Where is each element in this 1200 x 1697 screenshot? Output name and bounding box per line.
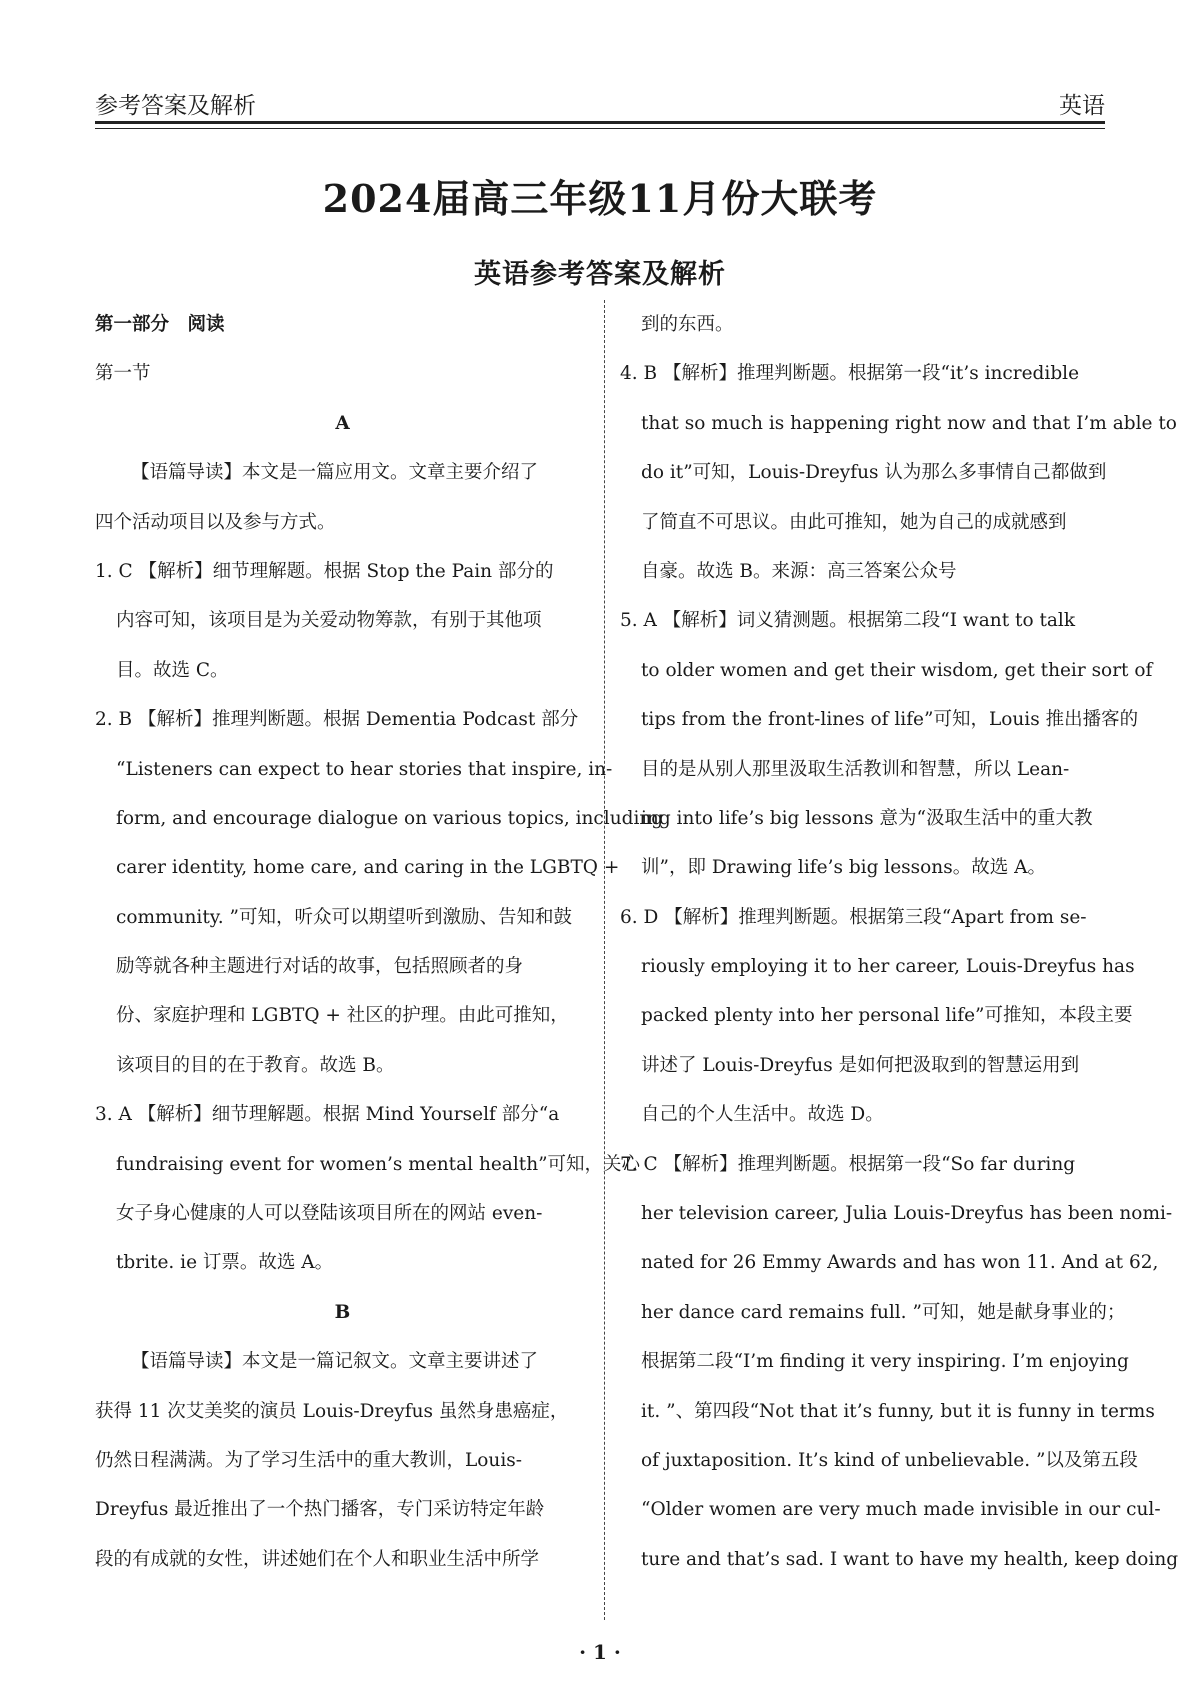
text-line: 训”，即 Drawing life’s big lessons。故选 A。 (641, 857, 1046, 879)
text-line: “Older women are very much made invisible in our cul- (641, 1499, 1161, 1521)
text-line: 【语篇导读】本文是一篇记叙文。文章主要讲述了 (131, 1351, 539, 1373)
text-line: 4. B 【解析】推理判断题。根据第一段“it’s incredible (620, 363, 1080, 385)
left-column (95, 300, 664, 1620)
text-line: ture and that’s sad. I want to have my health, keep doing (641, 1548, 1179, 1570)
header-rule-thick (95, 121, 1105, 124)
text-line: 2. B 【解析】推理判断题。根据 Dementia Podcast 部分 (95, 709, 579, 731)
text-line: tbrite. ie 订票。故选 A。 (116, 1252, 334, 1274)
text-line: 目。故选 C。 (116, 659, 229, 681)
exam-title: 2024届高三年级11月份大联考 (322, 176, 878, 221)
text-line: her television career, Julia Louis-Dreyfus has been nomi- (641, 1203, 1173, 1225)
right-column (620, 300, 1179, 1620)
text-line: 第一节 (95, 363, 151, 385)
text-line: 四个活动项目以及参与方式。 (95, 511, 336, 533)
text-line: 了简直不可思议。由此可推知，她为自己的成就感到 (641, 511, 1067, 533)
text-line: 7. C 【解析】推理判断题。根据第一段“So far during (620, 1153, 1076, 1175)
text-line: 励等就各种主题进行对话的故事，包括照顾者的身 (116, 956, 524, 978)
text-line: 3. A 【解析】细节理解题。根据 Mind Yourself 部分“a (95, 1104, 560, 1126)
text-line: 自豪。故选 B。来源：高三答案公众号 (641, 560, 957, 582)
text-line: 目的是从别人那里汲取生活教训和智慧，所以 Lean- (641, 758, 1070, 780)
text-line: A (335, 412, 350, 434)
text-line: 该项目的目的在于教育。故选 B。 (116, 1054, 395, 1076)
text-line: that so much is happening right now and that I’m able to (641, 412, 1177, 434)
text-line: her dance card remains full. ”可知，她是献身事业的； (641, 1301, 1126, 1323)
text-line: 到的东西。 (641, 314, 734, 335)
text-line: packed plenty into her personal life”可推知，本段主要 (641, 1005, 1133, 1027)
text-line: B (334, 1301, 351, 1323)
text-line: 女子身心健康的人可以登陆该项目所在的网站 even- (116, 1203, 543, 1225)
text-line: carer identity, home care, and caring in the LGBTQ + (116, 857, 620, 879)
text-line: “Listeners can expect to hear stories that inspire, in- (116, 758, 613, 780)
text-line: 5. A 【解析】词义猜测题。根据第二段“I want to talk (620, 610, 1076, 632)
text-line: do it”可知，Louis-Dreyfus 认为那么多事情自己都做到 (641, 462, 1107, 484)
header-subject-label: 英语 (1059, 93, 1105, 119)
text-line: 份、家庭护理和 LGBTQ + 社区的护理。由此可推知， (116, 1005, 569, 1027)
text-line: 仍然日程满满。为了学习生活中的重大教训，Louis- (95, 1449, 523, 1471)
text-line: Dreyfus 最近推出了一个热门播客，专门采访特定年龄 (95, 1499, 545, 1521)
page-number: · 1 · (579, 1640, 621, 1664)
text-line: it. ”、第四段“Not that it’s funny, but it is funny in terms (641, 1400, 1155, 1422)
text-line: 6. D 【解析】推理判断题。根据第三段“Apart from se- (620, 906, 1087, 928)
header-rule-thin (95, 128, 1105, 129)
text-line: to older women and get their wisdom, get their sort of (641, 659, 1153, 681)
text-line: 自己的个人生活中。故选 D。 (641, 1104, 884, 1126)
text-line: 【语篇导读】本文是一篇应用文。文章主要介绍了 (131, 462, 539, 484)
header-left-label: 参考答案及解析 (95, 93, 256, 119)
text-line: 讲述了 Louis-Dreyfus 是如何把汲取到的智慧运用到 (641, 1054, 1080, 1076)
text-line: 根据第二段“I’m finding it very inspiring. I’m enjoying (641, 1351, 1129, 1373)
text-line: 段的有成就的女性，讲述她们在个人和职业生活中所学 (95, 1548, 540, 1570)
text-line: fundraising event for women’s mental health”可知，关心 (116, 1153, 641, 1175)
text-line: 1. C 【解析】细节理解题。根据 Stop the Pain 部分的 (95, 560, 554, 582)
text-line: 内容可知，该项目是为关爱动物筹款，有别于其他项 (116, 610, 542, 632)
running-header (95, 80, 1105, 120)
text-line: 第一部分 阅读 (95, 314, 225, 335)
text-line: tips from the front-lines of life”可知，Louis 推出播客的 (641, 709, 1139, 731)
text-line: riously employing it to her career, Louis-Dreyfus has (641, 956, 1135, 978)
text-line: form, and encourage dialogue on various topics, including (116, 807, 664, 829)
text-line: 获得 11 次艾美奖的演员 Louis-Dreyfus 虽然身患癌症， (95, 1400, 569, 1422)
document-subtitle: 英语参考答案及解析 (474, 259, 726, 290)
column-divider (604, 300, 605, 1620)
text-line: nated for 26 Emmy Awards and has won 11. And at 62, (641, 1252, 1159, 1274)
text-line: of juxtaposition. It’s kind of unbelievable. ”以及第五段 (641, 1449, 1138, 1471)
text-line: ing into life’s big lessons 意为“汲取生活中的重大教 (641, 807, 1093, 829)
text-line: community. ”可知，听众可以期望听到激励、告知和鼓 (116, 906, 572, 928)
